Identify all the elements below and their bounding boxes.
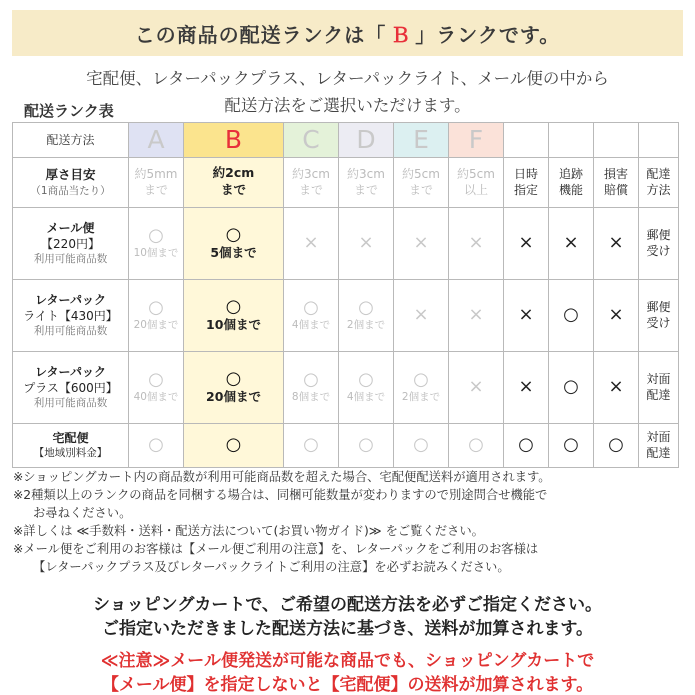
thickness-label [13,157,129,207]
thickness-cell [339,157,394,207]
delivery-bottom: 受け [646,244,671,259]
row-name: メール便 [46,220,95,235]
option-header-top: 追跡 [558,167,583,182]
thickness-suffix: まで [298,183,323,198]
option-header-bottom: 機能 [558,183,583,198]
rank-cell [129,351,184,423]
rank-cell [129,423,184,467]
rank-e-header [394,123,449,158]
rank-banner [12,10,683,56]
thickness-suffix: まで [220,182,246,198]
availability-mark: ○ [358,297,374,319]
option-mark: ○ [518,434,534,456]
option-mark: × [518,232,534,254]
row-name: 宅配便 [52,431,89,446]
row-label [13,351,129,423]
warning-line-1: ≪注意≫メール便発送が可能な商品でも、ショッピングカートで [100,651,595,671]
delivery-bottom: 受け [646,316,671,331]
availability-mark: ○ [358,434,374,456]
row-price: プラス【600円】 [23,381,118,396]
rank-c-header [284,123,339,158]
thickness-suffix: まで [143,183,168,198]
note-line: ※2種類以上のランクの商品を同梱する場合は、同梱可能数量が変わりますので別途問合せ機能で [13,488,548,502]
intro-line-2: 配送方法をご選択いただけます。 [224,96,471,115]
delivery-cell [639,279,679,351]
option-header-bottom: 方法 [646,183,671,198]
option-header-top: 配達 [646,167,671,182]
option-header-blank [504,123,549,158]
rank-cell [284,351,339,423]
rank-letter: A [147,125,165,154]
thickness-cell [184,157,284,207]
availability-mark: × [468,304,484,326]
thickness-value: 約2cm [212,165,255,181]
rank-cell [339,207,394,279]
rank-letter: D [356,125,376,154]
availability-mark: ○ [358,369,374,391]
table-row [13,351,679,423]
thickness-label-main: 厚さ目安 [45,166,96,182]
thickness-suffix: まで [408,183,433,198]
delivery-top: 対面 [646,372,671,387]
rank-cell [184,351,284,423]
intro-line-1: 宅配便、レターパックプラス、レターパックライト、メール便の中から [86,69,609,88]
thickness-value: 約3cm [292,167,330,182]
row-sub: 利用可能商品数 [33,397,108,410]
option-cell [504,423,549,467]
availability-mark: ○ [148,369,164,391]
availability-mark: × [468,376,484,398]
rank-cell [449,207,504,279]
rank-letter: B [224,125,243,154]
table-row [13,207,679,279]
availability-mark: × [413,304,429,326]
thickness-value: 約5cm [457,167,495,182]
thickness-cell [394,157,449,207]
availability-mark: × [303,232,319,254]
delivery-cell [639,351,679,423]
option-mark: × [608,232,624,254]
option-cell [504,207,549,279]
rank-cell [339,279,394,351]
rank-cell [394,279,449,351]
banner-prefix: この商品の配送ランクは「 [134,22,387,47]
availability-mark: ○ [303,297,319,319]
delivery-cell [639,207,679,279]
max-count: 40個まで [133,391,179,404]
table-title: 配送ランク表 [24,102,114,120]
max-count: 4個まで [291,319,331,332]
row-price: 【220円】 [41,237,100,252]
row-name: レターパック [35,364,106,379]
delivery-cell [639,423,679,467]
delivery-bottom: 配達 [646,388,671,403]
option-cell [504,279,549,351]
rank-d-header [339,123,394,158]
option-cell [549,423,594,467]
rank-cell [184,207,284,279]
rank-cell [284,279,339,351]
row-price: ライト【430円】 [23,309,118,324]
option-header-bottom: 指定 [513,183,538,198]
option-header [504,157,549,207]
max-count: 2個まで [346,319,386,332]
rank-letter: F [468,125,484,154]
rank-cell [184,423,284,467]
max-count: 20個まで [133,319,179,332]
rank-cell [284,423,339,467]
shipping-rank-table [12,122,679,468]
rank-cell [394,423,449,467]
option-mark: ○ [608,434,624,456]
option-cell [549,279,594,351]
rank-letter: C [302,125,320,154]
option-header [594,157,639,207]
availability-mark: ○ [225,295,242,317]
banner-rank: Ｂ [390,22,412,47]
max-count: 2個まで [401,391,441,404]
rank-f-header [449,123,504,158]
rank-a-header [129,123,184,158]
option-header [639,157,679,207]
availability-mark: ○ [468,434,484,456]
warning-line-2: 【メール便】を指定しないと【宅配便】の送料が加算されます。 [101,675,594,695]
max-count: 10個まで [206,316,261,332]
option-mark: ○ [563,434,579,456]
rank-cell [449,279,504,351]
option-header-blank [639,123,679,158]
option-mark: × [518,376,534,398]
rank-cell [339,423,394,467]
delivery-top: 郵便 [646,228,671,243]
row-label [13,207,129,279]
availability-mark: ○ [413,369,429,391]
max-count: 8個まで [291,391,331,404]
thickness-value: 約3cm [347,167,385,182]
option-cell [594,351,639,423]
thickness-value: 約5mm [134,167,178,182]
availability-mark: ○ [148,297,164,319]
note-line: ※メール便をご利用のお客様は【メール便ご利用の注意】を、レターパックをご利用のお客様は [13,542,539,556]
rank-cell [339,351,394,423]
max-count: 5個まで [210,244,257,260]
availability-mark: × [358,232,374,254]
option-mark: ○ [563,376,579,398]
rank-cell [394,351,449,423]
rank-letter: E [413,125,429,154]
option-header-blank [594,123,639,158]
option-mark: × [518,304,534,326]
availability-mark: ○ [225,367,242,389]
footer-line-1: ショッピングカートで、ご希望の配送方法を必ずご指定ください。 [93,595,602,615]
option-header-bottom: 賠償 [603,183,628,198]
note-line: 【レターパックプラス及びレターパックライトご利用の注意】を必ずお読みください。 [33,560,510,574]
option-mark: × [608,304,624,326]
option-header-top: 日時 [513,167,538,182]
delivery-bottom: 配達 [646,446,671,461]
table-row [13,279,679,351]
row-sub: 【地域別料金】 [33,447,108,460]
notes [13,468,685,576]
availability-mark: ○ [413,434,429,456]
row-sub: 利用可能商品数 [33,325,108,338]
option-header-blank [549,123,594,158]
option-cell [504,351,549,423]
option-cell [594,423,639,467]
rank-cell [129,279,184,351]
max-count: 20個まで [206,388,261,404]
rank-letter-row [13,123,679,158]
footer-line-2: ご指定いただきました配送方法に基づき、送料が加算されます。 [102,619,593,639]
row-label [13,423,129,467]
delivery-top: 対面 [646,430,671,445]
rank-cell [449,423,504,467]
banner-suffix: 」ランクです。 [415,22,561,47]
option-cell [594,207,639,279]
note-line: お尋ねください。 [33,506,132,520]
row-sub: 利用可能商品数 [33,253,108,266]
row-name: レターパック [35,292,106,307]
availability-mark: ○ [303,434,319,456]
row-label [13,279,129,351]
availability-mark: × [413,232,429,254]
note-line: ※ショッピングカート内の商品数が利用可能商品数を超えた場合、宅配便配送料が適用されます。 [13,470,551,484]
option-cell [594,279,639,351]
thickness-value: 約5cm [402,167,440,182]
availability-mark: × [468,232,484,254]
rank-cell [184,279,284,351]
thickness-label-sub: （1商品当たり） [30,184,111,197]
availability-mark: ○ [303,369,319,391]
thickness-suffix: まで [353,183,378,198]
thickness-cell [129,157,184,207]
thickness-row [13,157,679,207]
option-mark: × [608,376,624,398]
delivery-top: 郵便 [646,300,671,315]
availability-mark: ○ [225,223,242,245]
thickness-cell [284,157,339,207]
max-count: 10個まで [133,247,179,260]
rank-cell [394,207,449,279]
availability-mark: ○ [225,434,242,456]
rank-cell [449,351,504,423]
option-cell [549,351,594,423]
thickness-suffix: 以上 [463,183,488,198]
option-header [549,157,594,207]
note-line-guide-link[interactable]: ※詳しくは ≪手数料・送料・配送方法について(お買い物ガイド)≫ をご覧ください。 [13,524,484,538]
max-count: 4個まで [346,391,386,404]
option-mark: × [563,232,579,254]
rank-cell [284,207,339,279]
rank-cell [129,207,184,279]
table-row [13,423,679,467]
option-mark: ○ [563,304,579,326]
thickness-cell [449,157,504,207]
option-cell [549,207,594,279]
option-header-top: 損害 [603,167,628,182]
rank-b-header [184,123,284,158]
availability-mark: ○ [148,434,164,456]
availability-mark: ○ [148,225,164,247]
method-header: 配送方法 [13,123,129,158]
